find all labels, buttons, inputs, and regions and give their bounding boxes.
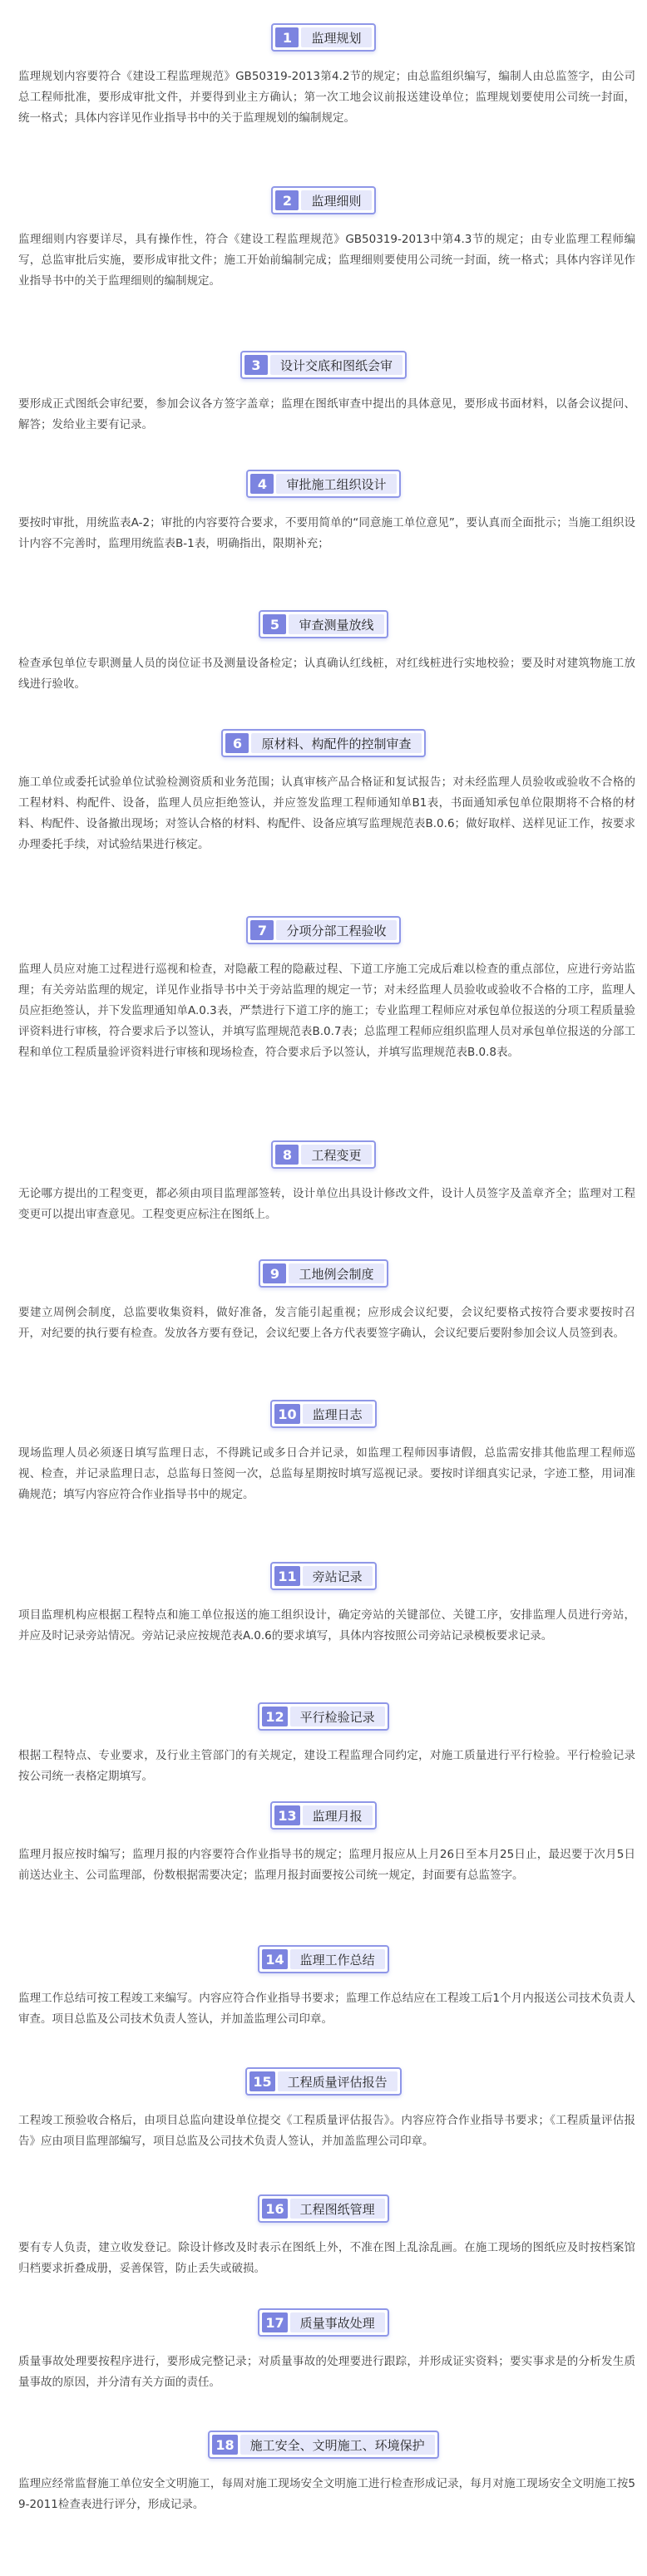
- section-badge: [208, 2431, 438, 2459]
- section-text: 监理月报应按时编写；监理月报的内容要符合作业指导书的规定；监理月报应从上月26日至本月25日止，最迟要于次月5日前送达业主、公司监理部，份数根据需要决定；监理月报封面要按公司统一规定，封面要有总监签字。: [18, 1848, 635, 1882]
- section-number: 16: [262, 2199, 287, 2219]
- section-number: 12: [262, 1707, 287, 1726]
- section-title: 设计交底和图纸会审: [270, 355, 403, 375]
- section-text: 监理人员应对施工过程进行巡视和检查，对隐蔽工程的隐蔽过程、下道工序施工完成后难以检查的重点部位，应进行旁站监理；有关旁站监理的规定，详见作业指导书中关于旁站监理的规定一节；对未经监理人员验收或验收不合格的工序，监理人员应拒绝签认，并下发监理通知单A.0.3表，严禁进行下道工序的施工；专业监理工程师应对承包单位报送的分项工程质量验评资料进行审核，符合要求后予以签认，并填写监理规范表B.0.7表；总监理工程师应组织监理人员对承包单位报送的分部工程和单位工程质量验评资料进行审核和现场检查，符合要求后予以签认，并填写监理规范表B.0.8表。: [18, 963, 635, 1059]
- section-8: [0, 1137, 647, 1225]
- section-text: 监理细则内容要详尽，具有操作性，符合《建设工程监理规范》GB50319-2013中第4.3节的规定；由专业监理工程师编写，总监审批后实施，要形成审批文件；施工开始前编制完成；监理细则要使用公司统一封面，统一格式；具体内容详见作业指导书中的关于监理细则的编制规定。: [18, 233, 635, 288]
- section-title: 旁站记录: [303, 1566, 373, 1586]
- section-title: 分项分部工程验收: [276, 920, 396, 940]
- section-badge: [259, 1259, 388, 1288]
- section-badge: [271, 186, 375, 214]
- section-text: 要按时审批，用统监表A-2；审批的内容要符合要求，不要用简单的“同意施工单位意见”，要认真而全面批示；当施工组织设计内容不完善时，监理用统监表B-1表，明确指出，限期补充；: [18, 516, 635, 550]
- section-1: [0, 20, 647, 129]
- section-badge: [258, 1945, 388, 1973]
- section-5: [0, 607, 647, 695]
- section-title: 施工安全、文明施工、环境保护: [240, 2435, 435, 2455]
- section-text: 要建立周例会制度，总监要收集资料，做好准备，发言能引起重视；应形成会议纪要，会议纪要格式按符合要求要按时召开，对纪要的执行要有检查。发放各方要有登记，会议纪要上各方代表要签字确认，会议纪要后要附参加会议人员签到表。: [18, 1306, 635, 1340]
- section-text: 根据工程特点、专业要求，及行业主管部门的有关规定，建设工程监理合同约定，对施工质量进行平行检验。平行检验记录按公司统一表格定期填写。: [18, 1749, 635, 1783]
- section-text: 质量事故处理要按程序进行，要形成完整记录；对质量事故的处理要进行跟踪，并形成证实资料；要实事求是的分析发生质量事故的原因，并分清有关方面的责任。: [18, 2355, 635, 2389]
- section-text: 监理规划内容要符合《建设工程监理规范》GB50319-2013第4.2节的规定；由总监组织编写，编制人由总监签字，由公司总工程师批准，要形成审批文件，并要得到业主方确认；第一次工地会议前报送建设单位；监理规划要使用公司统一封面，统一格式；具体内容详见作业指导书中的关于监理规划的编制规定。: [18, 70, 635, 125]
- section-title: 审查测量放线: [289, 614, 383, 634]
- section-11: [0, 1559, 647, 1647]
- section-text: 监理应经常监督施工单位安全文明施工，每周对施工现场安全文明施工进行检查形成记录，每月对施工现场安全文明施工按59-2011检查表进行评分，形成记录。: [18, 2477, 635, 2511]
- section-number: 5: [263, 614, 286, 634]
- section-number: 4: [250, 474, 274, 494]
- section-text: 现场监理人员必须逐日填写监理日志，不得跳记或多日合并记录，如监理工程师因事请假，总监需安排其他监理工程师巡视、检查，并记录监理日志，总监每日签阅一次，总监每星期按时填写巡视记录。要按时详细真实记录，字迹工整，用词准确规范；填写内容应符合作业指导书中的规定。: [18, 1446, 635, 1501]
- section-17: [0, 2305, 647, 2393]
- section-number: 3: [244, 355, 268, 375]
- section-badge: [246, 470, 400, 498]
- section-number: 17: [262, 2312, 287, 2332]
- section-3: [0, 347, 647, 436]
- section-number: 2: [275, 190, 299, 210]
- section-title: 监理月报: [303, 1805, 373, 1825]
- section-badge: [271, 1140, 375, 1169]
- section-badge: [270, 1400, 376, 1428]
- section-title: 审批施工组织设计: [276, 474, 396, 494]
- section-number: 8: [275, 1145, 299, 1165]
- section-text: 项目监理机构应根据工程特点和施工单位报送的施工组织设计，确定旁站的关键部位、关键工序，安排监理人员进行旁站，并应及时记录旁站情况。旁站记录应按规范表A.0.6的要求填写，具体内容按照公司旁站记录模板要求记录。: [18, 1608, 635, 1643]
- section-13: [0, 1798, 647, 1886]
- section-16: [0, 2191, 647, 2279]
- section-7: [0, 913, 647, 1063]
- section-title: 监理细则: [301, 190, 371, 210]
- section-2: [0, 183, 647, 292]
- section-title: 监理工作总结: [290, 1949, 385, 1969]
- section-text: 要形成正式图纸会审纪要，参加会议各方签字盖章；监理在图纸审查中提出的具体意见，要形成书面材料，以备会议提问、解答；发给业主要有记录。: [18, 397, 635, 431]
- section-number: 7: [250, 920, 274, 940]
- section-badge: [240, 351, 407, 379]
- section-15: [0, 2064, 647, 2152]
- section-title: 平行检验记录: [290, 1707, 385, 1726]
- section-title: 原材料、构配件的控制审查: [251, 733, 421, 753]
- section-number: 10: [274, 1404, 299, 1424]
- section-number: 6: [225, 733, 249, 753]
- section-badge: [258, 2194, 388, 2223]
- section-9: [0, 1256, 647, 1344]
- section-6: [0, 726, 647, 855]
- section-text: 工程竣工预验收合格后，由项目总监向建设单位提交《工程质量评估报告》。内容应符合作业指导书要求；《工程质量评估报告》应由项目监理部编写，项目总监及公司技术负责人签认，并加盖监理公司印章。: [18, 2114, 635, 2148]
- section-badge: [245, 2067, 401, 2096]
- section-badge: [259, 610, 388, 638]
- section-badge: [270, 1562, 376, 1590]
- section-title: 质量事故处理: [290, 2312, 385, 2332]
- section-number: 13: [274, 1805, 299, 1825]
- section-badge: [270, 1801, 376, 1830]
- section-18: [0, 2427, 647, 2515]
- section-text: 要有专人负责，建立收发登记。除设计修改及时表示在图纸上外，不准在图上乱涂乱画。在施工现场的图纸应及时按档案馆归档要求折叠成册，妥善保管，防止丢失或破损。: [18, 2241, 635, 2275]
- section-title: 工程质量评估报告: [278, 2071, 398, 2091]
- section-text: 施工单位或委托试验单位试验检测资质和业务范围；认真审核产品合格证和复试报告；对未经监理人员验收或验收不合格的工程材料、构配件、设备，监理人员应拒绝签认，并应签发监理工程师通知单B1表，书面通知承包单位限期将不合格的材料、构配件、设备撤出现场；对签认合格的材料、构配件、设备应填写监理规范表B.0.6；做好取样、送样见证工作，按要求办理委托手续，对试验结果进行核定。: [18, 776, 635, 851]
- section-title: 工地例会制度: [289, 1263, 383, 1283]
- section-4: [0, 466, 647, 554]
- section-title: 工程变更: [301, 1145, 371, 1165]
- section-number: 14: [262, 1949, 287, 1969]
- section-badge: [221, 729, 425, 757]
- section-badge: [246, 916, 400, 944]
- section-14: [0, 1942, 647, 2030]
- section-title: 工程图纸管理: [290, 2199, 385, 2219]
- section-number: 15: [249, 2071, 274, 2091]
- section-badge: [258, 1702, 388, 1731]
- section-number: 9: [263, 1263, 286, 1283]
- section-text: 检查承包单位专职测量人员的岗位证书及测量设备检定；认真确认红线桩，对红线桩进行实地校验；要及时对建筑物施工放线进行验收。: [18, 657, 635, 691]
- section-12: [0, 1699, 647, 1787]
- section-number: 11: [274, 1566, 299, 1586]
- section-badge: [271, 23, 375, 52]
- section-title: 监理日志: [303, 1404, 373, 1424]
- section-10: [0, 1396, 647, 1505]
- section-number: 1: [275, 27, 299, 47]
- section-number: 18: [212, 2435, 237, 2455]
- section-text: 监理工作总结可按工程竣工来编写。内容应符合作业指导书要求；监理工作总结应在工程竣工后1个月内报送公司技术负责人审查。项目总监及公司技术负责人签认，并加盖监理公司印章。: [18, 1992, 635, 2026]
- section-badge: [258, 2308, 388, 2337]
- section-title: 监理规划: [301, 27, 371, 47]
- section-text: 无论哪方提出的工程变更，都必须由项目监理部签转，设计单位出具设计修改文件，设计人员签字及盖章齐全；监理对工程变更可以提出审查意见。工程变更应标注在图纸上。: [18, 1187, 635, 1221]
